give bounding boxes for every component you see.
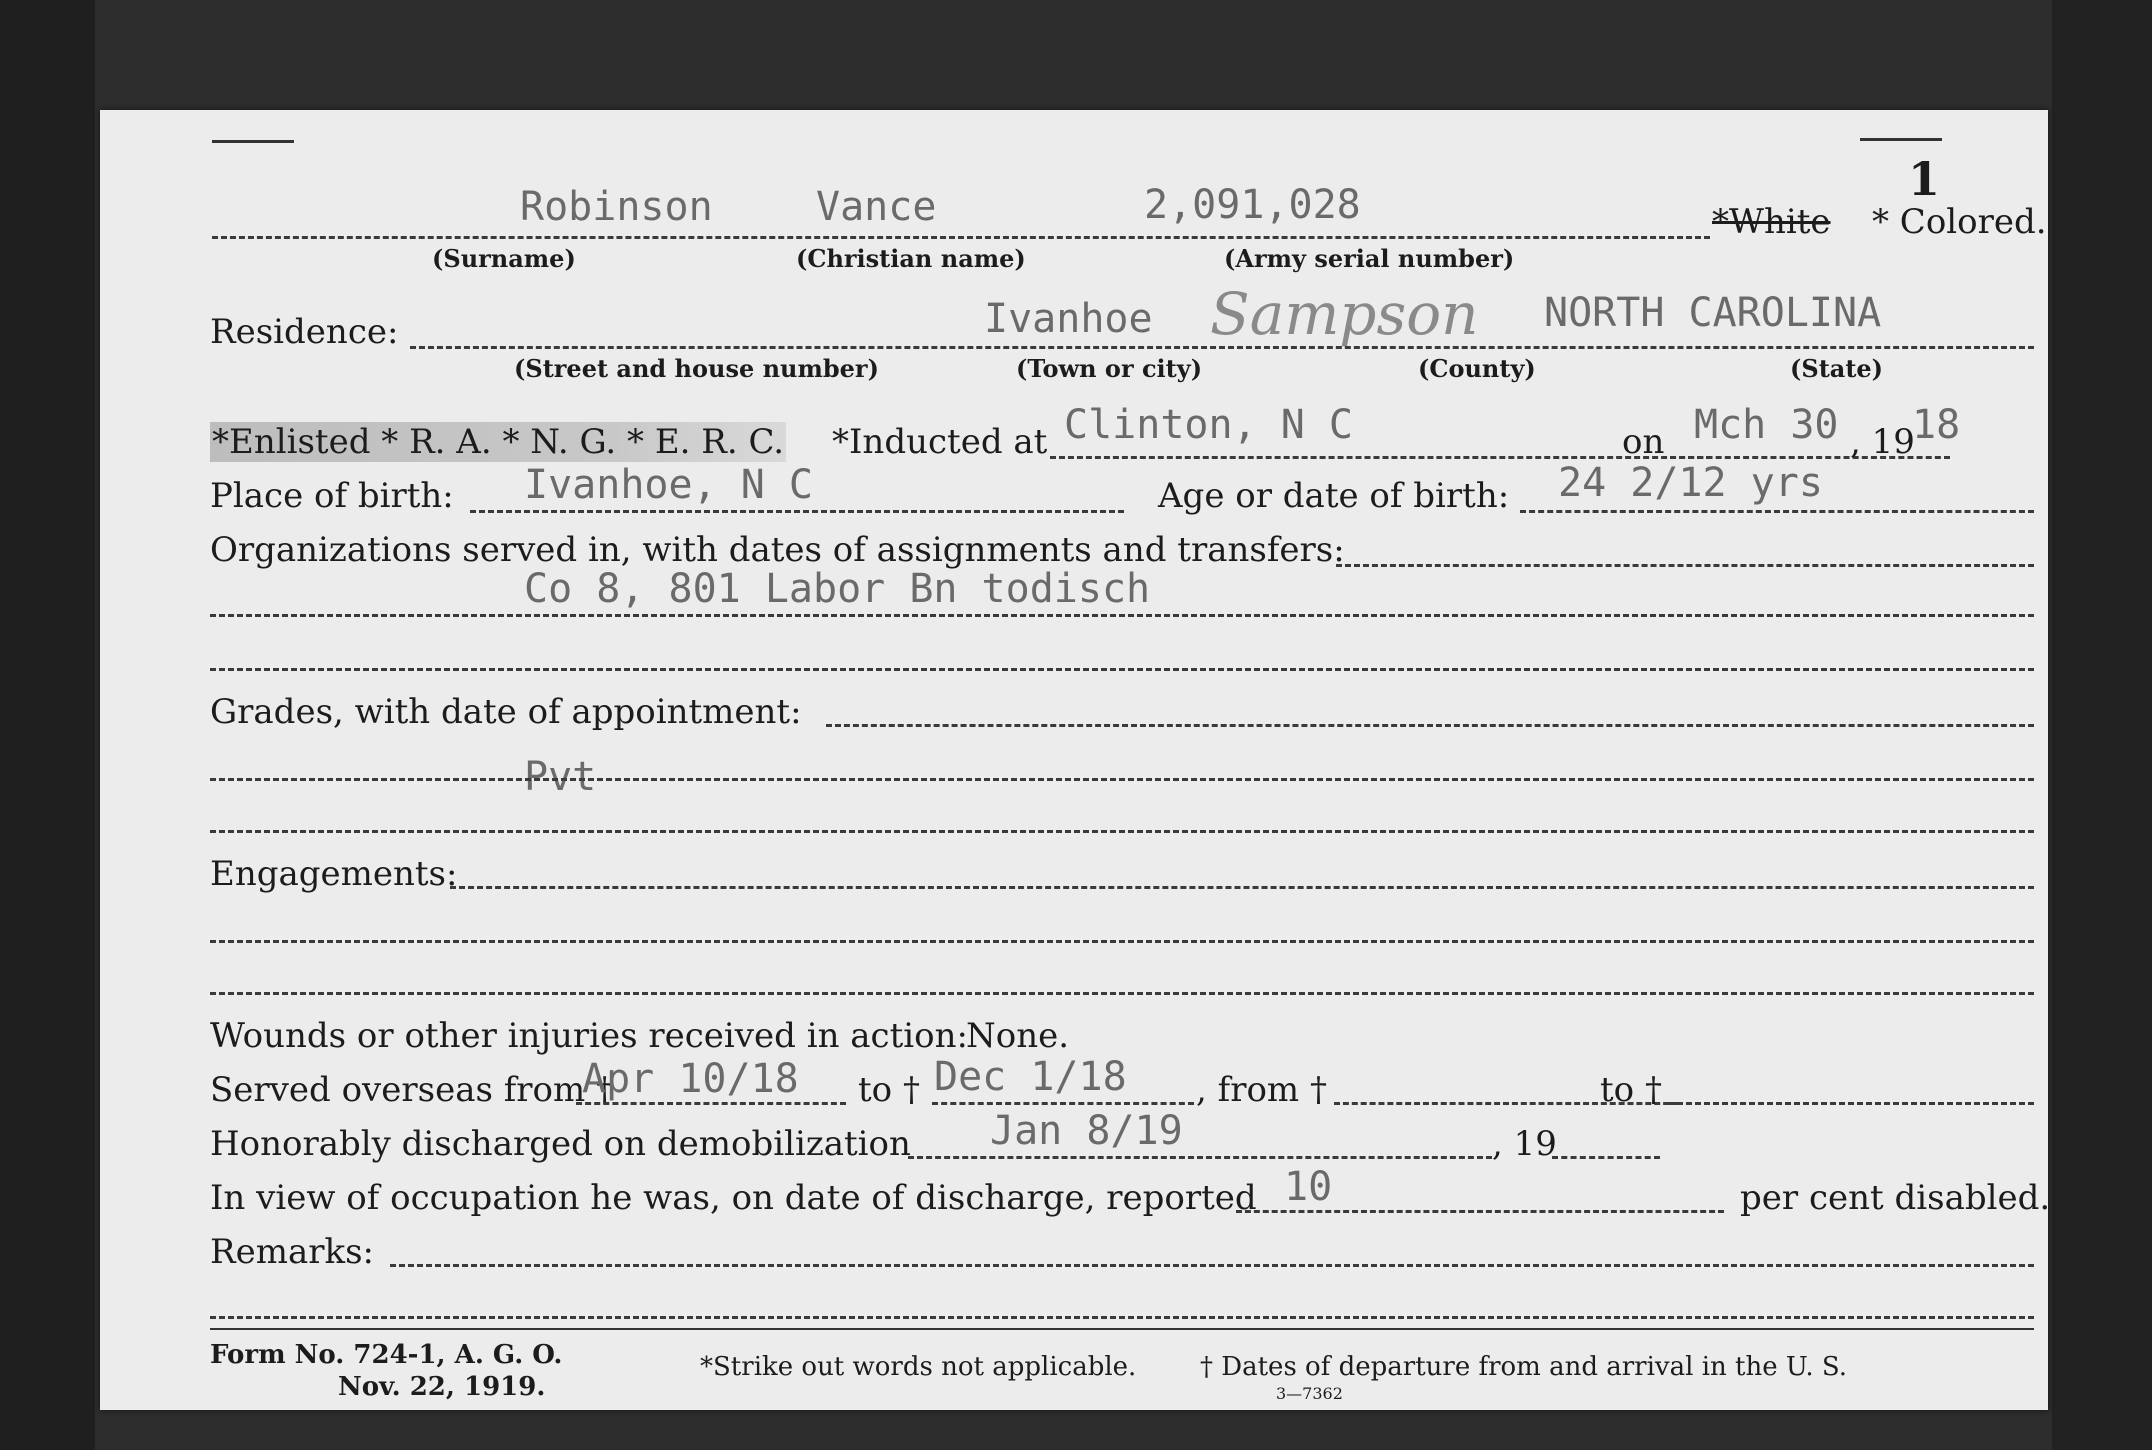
race-colored: * Colored.: [1872, 202, 2047, 242]
grade-value: Pvt: [524, 754, 597, 800]
grades-label: Grades, with date of appointment:: [210, 692, 802, 732]
discharge-year-label: , 19: [1492, 1124, 1557, 1164]
organizations-line-1: [1336, 564, 2034, 567]
scan-border-left: [0, 0, 95, 1450]
race-white: *White: [1712, 202, 1831, 242]
christian-name-value: Vance: [816, 184, 937, 230]
organization-value: Co 8, 801 Labor Bn todisch: [524, 566, 1151, 612]
print-code: 3—7362: [1276, 1384, 1343, 1403]
name-line: [212, 236, 1710, 239]
service-record-card: [100, 110, 2051, 1410]
engagements-line-2: [210, 940, 2034, 943]
overseas-to-value: Dec 1/18: [934, 1054, 1127, 1100]
surname-caption: (Surname): [432, 244, 576, 273]
disability-suffix: per cent disabled.: [1740, 1178, 2051, 1218]
wounds-label: Wounds or other injuries received in action:: [210, 1016, 968, 1056]
form-date: Nov. 22, 1919.: [338, 1372, 546, 1402]
overseas-from-line: [576, 1102, 846, 1105]
overseas-to-line: [932, 1102, 1194, 1105]
top-right-rule: [1860, 138, 1942, 141]
engagements-line-3: [210, 992, 2034, 995]
christian-name-caption: (Christian name): [796, 244, 1026, 273]
residence-label: Residence:: [210, 312, 399, 352]
overseas-from-label: Served overseas from †: [210, 1070, 614, 1110]
discharge-date-line: [908, 1156, 1492, 1159]
inducted-line: [1050, 456, 1712, 459]
town-caption: (Town or city): [1016, 354, 1203, 383]
county-caption: (County): [1418, 354, 1536, 383]
organizations-line-2: [210, 614, 2034, 617]
form-number: Form No. 724-1, A. G. O.: [210, 1340, 563, 1370]
grades-line-2: [210, 778, 2034, 781]
overseas-to-label: to †: [858, 1070, 920, 1110]
disability-line: [1236, 1210, 1724, 1213]
on-label: on: [1622, 422, 1665, 462]
serial-number-caption: (Army serial number): [1224, 244, 1515, 273]
induction-year-value: 18: [1912, 402, 1961, 448]
year-prefix: , 19: [1850, 422, 1915, 462]
induction-date-value: Mch 30: [1694, 402, 1839, 448]
remarks-label: Remarks:: [210, 1232, 374, 1272]
serial-number-value: 2,091,028: [1144, 182, 1361, 228]
disability-label: In view of occupation he was, on date of discharge, reported: [210, 1178, 1257, 1218]
overseas-to2-line: [1668, 1102, 2034, 1105]
remarks-line-1: [390, 1264, 2034, 1267]
enlisted-options: *Enlisted * R. A. * N. G. * E. R. C.: [212, 422, 785, 462]
discharge-label: Honorably discharged on demobilization: [210, 1124, 911, 1164]
footer-rule: [210, 1328, 2034, 1330]
overseas-from2-label: , from †: [1196, 1070, 1327, 1110]
organizations-label: Organizations served in, with dates of assignments and transfers:: [210, 530, 1345, 570]
remarks-line-2: [210, 1316, 2034, 1319]
county-value: Sampson: [1210, 280, 1479, 348]
surname-value: Robinson: [520, 184, 713, 230]
strike-note: *Strike out words not applicable.: [700, 1352, 1137, 1382]
discharge-year-line: [1552, 1156, 1660, 1159]
overseas-to2-label: to †: [1600, 1070, 1662, 1110]
town-value: Ivanhoe: [984, 296, 1153, 342]
dates-note: † Dates of departure from and arrival in the U. S.: [1200, 1352, 1848, 1382]
discharge-date-value: Jan 8/19: [990, 1108, 1183, 1154]
organizations-line-3: [210, 668, 2034, 671]
age-value: 24 2/12 yrs: [1558, 460, 1823, 506]
engagements-label: Engagements:: [210, 854, 458, 894]
scan-border-right: [2052, 0, 2152, 1450]
engagements-line-1: [450, 886, 2034, 889]
residence-line: [410, 346, 2034, 349]
state-value: NORTH CAROLINA: [1544, 290, 1882, 336]
street-caption: (Street and house number): [514, 354, 879, 383]
age-line: [1520, 510, 2034, 513]
birth-place-label: Place of birth:: [210, 476, 454, 516]
grades-line-3: [210, 830, 2034, 833]
birth-place-value: Ivanhoe, N C: [524, 462, 813, 508]
grades-line-1: [826, 724, 2034, 727]
age-label: Age or date of birth:: [1158, 476, 1510, 516]
overseas-from-value: Apr 10/18: [582, 1056, 799, 1102]
wounds-value: None.: [966, 1016, 1070, 1056]
disability-value: 10: [1284, 1164, 1333, 1210]
state-caption: (State): [1790, 354, 1884, 383]
top-left-rule: [212, 140, 294, 143]
card-number: 1: [1908, 152, 1941, 206]
inducted-label: *Inducted at: [832, 422, 1048, 462]
birth-place-line: [470, 510, 1124, 513]
inducted-at-value: Clinton, N C: [1064, 402, 1353, 448]
